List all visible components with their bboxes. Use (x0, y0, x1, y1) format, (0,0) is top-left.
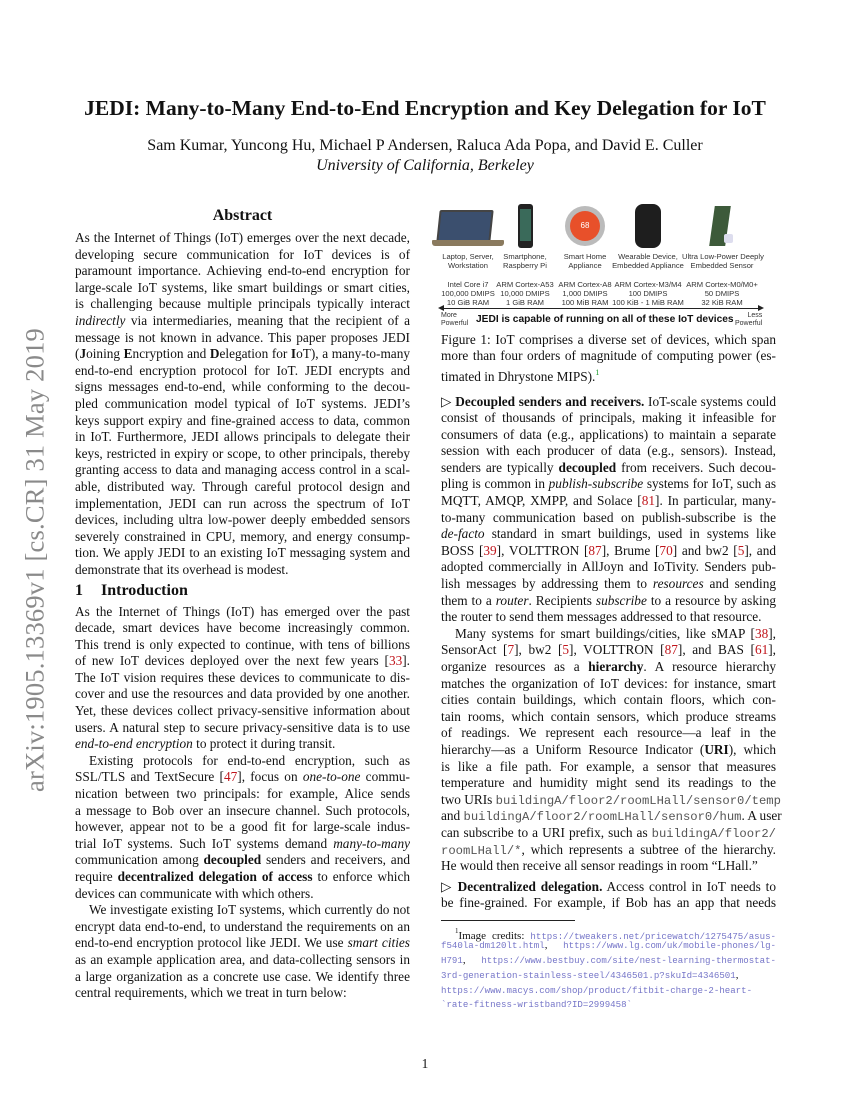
italic-text: many-to-many (333, 835, 410, 851)
text-line: hierarchy—as a Uniform Resource Indicator (URI), which (441, 741, 776, 757)
page-number: 1 (421, 1056, 429, 1071)
text-line: devices, including ultra low-power deeply embedded sensors (75, 512, 410, 528)
text-line: senders are typically decoupled from receivers. Such decou- (441, 459, 776, 475)
citation-link[interactable]: 39 (483, 542, 497, 558)
bold-text: J (79, 346, 87, 362)
text-line: MQTT, AMQP, XMPP, and Solace [81]. In particular, many- (441, 493, 776, 509)
footnote-divider (441, 920, 575, 921)
monospace-text: https://tweakers.net/pricewatch/1275475/asus- (530, 930, 776, 942)
text-line: severely constrained in CPU, memory, and energy consump- (75, 528, 410, 544)
text-line: keys support expiry and fine-grained access to data, common (75, 412, 410, 428)
device-label: Laptop, Server, Workstation (442, 252, 494, 270)
text-line: roomLHall/*, which represents a subtree of the hierarchy. (441, 841, 776, 858)
text-line: more than four orders of magnitude of computing power (es- (441, 348, 776, 364)
text-line: developing secure communication for IoT devices is of (75, 246, 410, 262)
monospace-text: H791 (441, 955, 463, 967)
less-powerful-label: Less Powerful (735, 312, 763, 327)
text-line: Figure 1: IoT comprises a diverse set of devices, which span (441, 331, 776, 347)
citation-link[interactable]: 81 (641, 493, 656, 509)
text-line: de-facto standard in smart buildings, used in systems like (441, 526, 776, 542)
text-line: As the Internet of Things (IoT) has emerged over the past (75, 603, 410, 619)
text-line: ▷ Decoupled senders and receivers. IoT-scale systems could (441, 393, 776, 409)
text-line: require decentralized delegation of access to enforce which (75, 869, 411, 884)
device-label: Wearable Device, Embedded Appliance (612, 252, 684, 270)
text-line: a message to Bob over an insecure channel. Such protocols, (75, 802, 410, 818)
affiliation: University of California, Berkeley (316, 157, 534, 174)
text-line: signs messages end-to-end, while conforming to the decou- (75, 379, 410, 395)
text-line: session with each producer of data (e.g., sensors). Instead, (441, 443, 776, 459)
text-line: of readings. We represent each resource—a leaf in the (441, 725, 776, 741)
text-line: is challenging because multiple principals typically interact (75, 296, 410, 312)
text-line: them to a router. Recipients subscribe to a resource by asking (441, 592, 776, 608)
introduction-body (75, 604, 410, 1002)
citation-link[interactable]: 5 (737, 542, 745, 558)
monospace-text: https://www.macys.com/shop/product/fitbit-charge-2-heart- (441, 984, 753, 996)
section-heading-introduction (75, 582, 206, 600)
text-line: pling is common in publish-subscribe systems for IoT, such as (441, 476, 776, 492)
text-line: As the Internet of Things (IoT) emerges over the next decade, (75, 230, 410, 245)
text-line: timated in Dhrystone MIPS).$^1$ (441, 367, 600, 384)
text-line: is like a file path. For example, a sensor that measures (441, 758, 776, 774)
text-line: cities contain buildings, which contain floors, which con- (441, 692, 776, 708)
device-sensor (682, 200, 762, 270)
text-line: This trend is only expected to continue, with tens of billions (75, 636, 410, 652)
paper-title: JEDI: Many-to-Many End-to-End Encryption and Key Delegation for IoT (84, 96, 766, 120)
device-wearable (608, 200, 688, 270)
italic-text: smart cities (347, 935, 410, 951)
text-line: can subscribe to a URI prefix, such as buildingA/floor2/ (441, 824, 776, 841)
italic-text: end-to-end encryption (75, 736, 193, 752)
device-spec: ARM Cortex-M3/M4 100 DMIPS 100 KiB - 1 MiB RAM (612, 280, 684, 307)
text-line: and buildingA/floor2/roomLHall/sensor0/hum. A user (441, 808, 782, 825)
text-line: two URIs buildingA/floor2/roomLHall/sensor0/temp (441, 791, 781, 808)
text-line: temperature and humidity might send its readings to the (441, 775, 776, 791)
italic-text: subscribe (595, 592, 647, 608)
monospace-text: 3rd-generation-stainless-steel/4346501.p?skuId=4346501 (441, 969, 736, 981)
text-line: of new IoT devices deployed over the next few years [33]. (75, 653, 410, 669)
bold-text: E (123, 346, 133, 362)
text-line: He would then receive all sensor readings in room “LHall.” (441, 858, 758, 874)
text-line: demonstrate that its overhead is modest. (75, 561, 289, 577)
bold-text: Decentralized delegation. (457, 878, 603, 894)
monospace-text: f540la-dm120lt.html (441, 940, 545, 952)
text-line: We investigate existing IoT systems, which currently do not (89, 902, 410, 918)
bold-text: decoupled (203, 852, 262, 868)
author-list: Sam Kumar, Yuncong Hu, Michael P Andersen, Raluca Ada Popa, and David E. Culler (147, 137, 703, 154)
citation-link[interactable]: 38 (754, 625, 769, 641)
requirement-delegation (441, 879, 776, 912)
footnote-link-last-line[interactable]: `rate-fitness-wristband?ID=2999458` (441, 998, 632, 1010)
abstract-heading: Abstract (212, 207, 273, 224)
footnote (441, 924, 776, 998)
figure-banner: JEDI is capable of running on all of these IoT devices (476, 314, 734, 325)
text-line: Yet, these devices collect privacy-sensitive information about (75, 703, 410, 719)
bold-text: decoupled (558, 459, 617, 475)
text-line (441, 983, 776, 998)
bold-text: hierarchy (588, 659, 644, 674)
monospace-text: buildingA/floor2/roomLHall/sensor0/temp (495, 793, 781, 808)
text-line: $^1$Image credits: https://tweakers.net/pricewatch/1275475/asus- (455, 926, 776, 942)
footnote-mark[interactable]: 1 (595, 367, 600, 377)
text-line: end-to-end encryption protocol like JEDI. We use smart cities (75, 935, 410, 951)
monospace-text: roomLHall/* (441, 843, 522, 858)
abstract-body (75, 230, 410, 578)
text-line: pled communication model typical of IoT systems. JEDI’s (75, 395, 410, 411)
citation-link[interactable]: 47 (223, 769, 238, 785)
text-line: users. A natural step to secure privacy-sensitive data is to use (75, 719, 410, 735)
device-spec: Intel Core i7 100,000 DMIPS 10 GiB RAM (441, 280, 495, 307)
citation-link[interactable]: 70 (659, 542, 673, 558)
text-line: The IoT vision requires these devices to communicate to dis- (75, 669, 410, 685)
text-line: be fine-grained. For example, if Bob has an app that needs (441, 895, 776, 911)
text-line: consist of thousands of principals, making it infeasible for (441, 410, 776, 426)
text-line: H791, https://www.bestbuy.com/site/nest-learning-thermostat- (441, 954, 776, 967)
italic-text: router (495, 592, 529, 608)
bold-text: I (290, 346, 297, 362)
text-line: paramount importance. Achieving end-to-end encryption for (75, 263, 410, 279)
citation-link[interactable]: 87 (664, 642, 678, 658)
text-line: granting access to data and managing access control in a scal- (75, 462, 410, 478)
double-arrow-icon (440, 308, 762, 309)
bold-text: URI (704, 741, 729, 757)
text-line: in IoT. Furthermore, JEDI allows principals to delegate their (75, 429, 410, 445)
device-label: Ultra Low-Power Deeply Embedded Sensor (682, 252, 764, 270)
text-line: 3rd-generation-stainless-steel/4346501.p?skuId=4346501, (441, 968, 739, 981)
citation-link[interactable]: 7 (507, 642, 515, 658)
text-line: cover and use the resources and data provided by one another. (75, 686, 410, 702)
text-line: ▷ Decentralized delegation. Access control in IoT needs to (441, 878, 776, 894)
text-line: keys, restricted in expiry or scope, to other principals, thereby (75, 445, 410, 461)
text-line: message is not known in advance. This paper proposes JEDI (75, 329, 410, 345)
requirement-decoupled (441, 393, 782, 875)
monospace-text: buildingA/floor2/ (651, 826, 776, 841)
text-line: indirectly via intermediaries, meaning that the recipient of a (75, 312, 410, 328)
italic-text: de-facto (441, 526, 485, 542)
text-line: however, appear not to be a good fit for large-scale indus- (75, 819, 410, 835)
text-line: Many systems for smart buildings/cities, like sMAP [38], (455, 625, 776, 641)
figure-iot-devices (430, 200, 780, 328)
section-number: 1 (75, 582, 83, 599)
device-spec: ARM Cortex-A8 1,000 DMIPS 100 MiB RAM (558, 280, 612, 307)
more-powerful-label: More Powerful (441, 312, 469, 327)
text-line: communication among decoupled senders and receivers, and (75, 852, 410, 868)
text-line: (Joining Encryption and Delegation for IoT), a many-to-many (75, 346, 410, 362)
citation-link[interactable]: 5 (562, 642, 570, 658)
text-line: trial IoT systems. Such IoT systems demand many-to-many (75, 835, 410, 851)
bold-text: decentralized delegation of access (117, 869, 313, 884)
device-spec: ARM Cortex-M0/M0+ 50 DMIPS 32 KiB RAM (686, 280, 758, 307)
footnote-mark[interactable]: 1 (455, 926, 459, 935)
italic-text: one-to-one (302, 769, 361, 785)
italic-text: indirectly (75, 312, 126, 328)
text-line: devices can communicate with which others. (75, 885, 314, 901)
thermostat-reading: 68 (570, 211, 600, 241)
text-line: encrypt data end-to-end, to understand the requirements on an (75, 918, 410, 934)
text-line: Existing protocols for end-to-end encryption, such as (89, 752, 410, 768)
text-line: f540la-dm120lt.html, https://www.lg.com/uk/mobile-phones/lg- (441, 939, 776, 952)
monospace-text: https://www.bestbuy.com/site/nest-learning-thermostat- (481, 955, 776, 967)
citation-link[interactable]: 61 (754, 642, 769, 658)
text-line: able, distributed way. Through careful protocol design and (75, 478, 410, 494)
text-line: end-to-end encryption to protect it during transit. (75, 736, 336, 752)
text-line: central requirements, which we treat in turn below: (75, 985, 347, 1001)
text-line: decade, smart devices have become increasingly common. (75, 620, 410, 636)
text-line: consumers of data (e.g., applications) to maintain a separate (441, 426, 776, 442)
text-line: tion. We apply JEDI to an existing IoT messaging system and (75, 545, 410, 561)
text-line: adopted commercially in AllJoyn and IoTivity. Senders pub- (441, 559, 776, 575)
text-line: to-many communication based on publish-subscribe is the (441, 509, 776, 525)
text-line: end-to-end encryption protocol for IoT. JEDI encrypts and (75, 362, 410, 378)
figure-caption (441, 332, 776, 382)
italic-text: resources (652, 576, 704, 592)
italic-text: publish-subscribe (548, 476, 644, 492)
text-line: tain rooms, which contain sensors, which produce streams (441, 708, 776, 724)
text-line: BOSS [39], VOLTTRON [87], Brume [70] and bw2 [5], and (441, 542, 776, 558)
monospace-text: https://www.lg.com/uk/mobile-phones/lg- (563, 940, 776, 952)
text-line: as an example application area, and data-collecting sensors in (75, 951, 410, 967)
text-line: SensorAct [7], bw2 [5], VOLTTRON [87], and BAS [61], (441, 642, 777, 658)
bold-text: Decoupled senders and receivers. (455, 393, 645, 409)
device-spec: ARM Cortex-A53 10,000 DMIPS 1 GiB RAM (496, 280, 554, 307)
citation-link[interactable]: 33 (388, 653, 403, 669)
monospace-text: buildingA/floor2/roomLHall/sensor0/hum (463, 810, 742, 825)
sensor-board-image (682, 200, 762, 250)
text-line: large-scale IoT systems, like smart buildings or smart cities, (75, 279, 410, 295)
arxiv-identifier-stamp: arXiv:1905.13369v1 [cs.CR] 31 May 2019 (19, 328, 50, 792)
text-line: organize resources as a hierarchy. A resource hierarchy (441, 659, 776, 674)
text-line: matches the organization of IoT devices: for instance, smart (441, 675, 776, 691)
text-line: lish messages by addressing them to resources and sending (441, 576, 776, 592)
section-title: Introduction (101, 582, 188, 599)
device-label: Smart Home Appliance (563, 252, 607, 270)
text-line: a large organization as a concrete use case. We identify three (75, 968, 410, 984)
text-line: implementation, JEDI can run across the spectrum of IoT (75, 495, 410, 511)
fitness-band-image (608, 200, 688, 250)
bold-text: D (209, 346, 220, 362)
text-line: the router to send them messages addressed to that resource. (441, 609, 762, 625)
text-line: nication between two principals: for example, Alice sends (75, 786, 410, 802)
text-line: SSL/TLS and TextSecure [47], focus on one-to-one commu- (75, 769, 410, 785)
citation-link[interactable]: 87 (588, 542, 602, 558)
device-label: Smartphone, Raspberry Pi (503, 252, 547, 270)
